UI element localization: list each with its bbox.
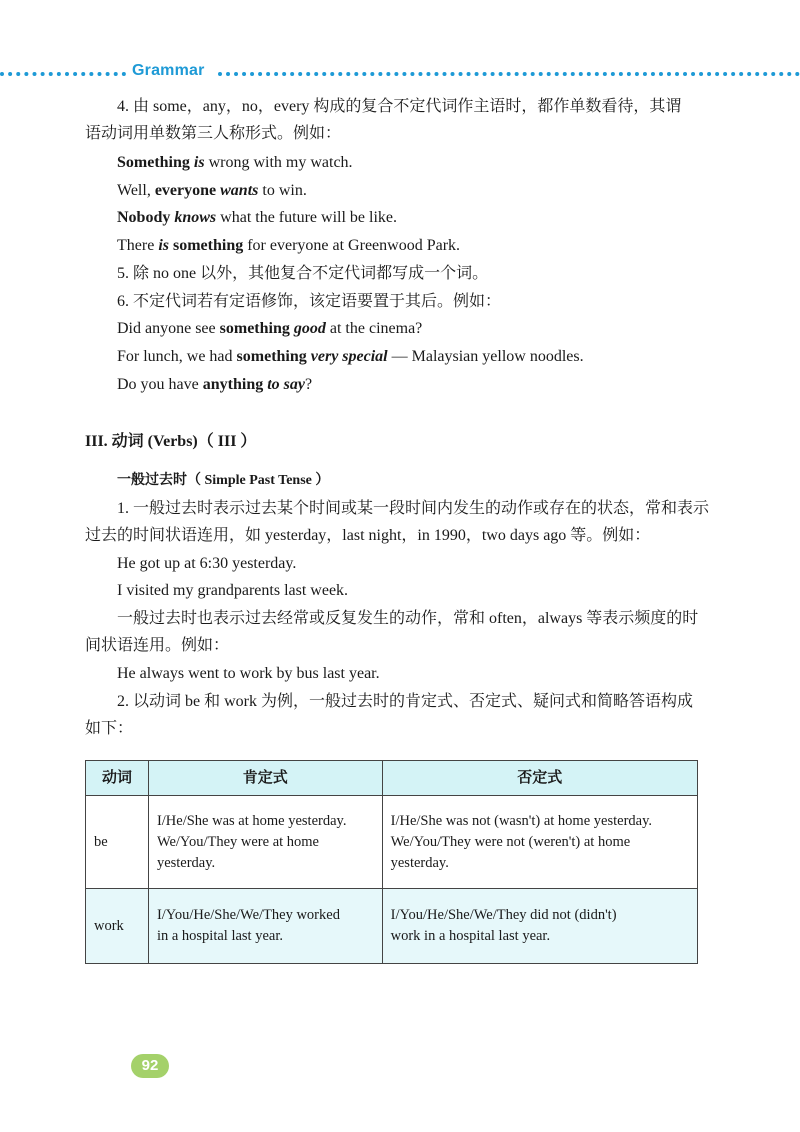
verb-forms-table (85, 760, 698, 964)
example-something-good (117, 319, 422, 339)
running-header (0, 64, 800, 82)
example-subject: everyone (154, 182, 217, 199)
table-row (86, 796, 698, 889)
example-subject: Something (117, 154, 190, 171)
table-header-verb: 动词 (86, 761, 149, 796)
table-cell-negative (382, 796, 697, 889)
example-verb: is (158, 237, 169, 254)
example-rest: ? (305, 376, 313, 393)
example-rest: what the future will be like. (216, 209, 397, 226)
part3-para2-line2: 间状语连用。例如： (85, 637, 230, 654)
section4-line2: 语动词用单数第三人称形式。例如： (85, 125, 342, 142)
example-something (117, 153, 353, 173)
example-rest: wrong with my watch. (204, 154, 353, 171)
table-cell-affirmative (148, 889, 382, 964)
part3-example2: I visited my grandparents last week. (117, 582, 349, 599)
header-title: Grammar (132, 62, 205, 79)
example-modifier: to say (267, 376, 306, 393)
example-verb: is (193, 154, 205, 171)
example-pronoun: something (236, 348, 307, 365)
section6-line1: 6. 不定代词若有定语修饰，该定语要置于其后。例如： (117, 293, 502, 310)
example-everyone (117, 181, 307, 201)
example-pre: For lunch, we had (117, 348, 237, 365)
example-something-special (117, 347, 584, 367)
example-pronoun: anything (202, 376, 264, 393)
section5-line1: 5. 除 no one 以外，其他复合不定代词都写成一个词。 (117, 265, 489, 282)
example-nobody (117, 208, 397, 228)
example-modifier: good (293, 320, 326, 337)
table-header-affirmative: 肯定式 (148, 761, 382, 796)
part3-heading: III. 动词 (Verbs)（ III ） (85, 433, 257, 450)
table-row (86, 889, 698, 964)
example-rest: for everyone at Greenwood Park. (243, 237, 461, 254)
cell-line: I/You/He/She/We/They did not (didn't) (390, 907, 617, 923)
part3-para2-line1: 一般过去时也表示过去经常或反复发生的动作，常和 often，always 等表示频度的时 (117, 610, 699, 627)
table-cell-verb: work (86, 889, 149, 964)
table-cell-verb: be (86, 796, 149, 889)
cell-line: We/You/They were not (weren't) at home (390, 833, 631, 850)
cell-line: We/You/They were at home (156, 833, 319, 850)
table-header-row (86, 761, 698, 796)
example-pre: There (117, 237, 159, 254)
example-verb: wants (220, 182, 259, 199)
section4-line1: 4. 由 some，any，no，every 构成的复合不定代词作主语时，都作单数看待，其谓 (117, 98, 682, 115)
cell-line: yesterday. (156, 854, 216, 871)
part3-example3: He always went to work by bus last year. (117, 665, 380, 682)
cell-line: I/You/He/She/We/They worked (156, 907, 340, 923)
part3-para3-line1: 2. 以动词 be 和 work 为例，一般过去时的肯定式、否定式、疑问式和简略答语构成 (117, 693, 693, 710)
example-pre: Well, (117, 182, 155, 199)
example-subject: something (172, 237, 244, 254)
table-header-negative: 否定式 (382, 761, 697, 796)
example-pre: Do you have (117, 376, 203, 393)
example-rest: to win. (258, 182, 307, 199)
page-number-badge: 92 (131, 1054, 169, 1078)
cell-line: in a hospital last year. (156, 928, 283, 944)
example-subject: Nobody (117, 209, 171, 226)
header-dotted-rule-right (218, 72, 800, 76)
cell-line: I/He/She was not (wasn't) at home yesterday. (390, 812, 653, 829)
cell-line: yesterday. (390, 854, 449, 871)
example-verb: knows (174, 209, 217, 226)
example-pre: Did anyone see (117, 320, 220, 337)
part3-example1: He got up at 6:30 yesterday. (117, 555, 297, 572)
part3-para1-line2: 过去的时间状语连用，如 yesterday，last night，in 1990，two days ago 等。例如： (85, 527, 651, 544)
example-pronoun: something (219, 320, 290, 337)
example-anything-to-say (117, 375, 312, 395)
table-cell-negative (382, 889, 697, 964)
example-rest: — Malaysian yellow noodles. (387, 348, 584, 365)
part3-subheading: 一般过去时（ Simple Past Tense ） (117, 473, 330, 488)
cell-line: I/He/She was at home yesterday. (156, 812, 347, 829)
table-cell-affirmative (148, 796, 382, 889)
part3-para3-line2: 如下： (85, 720, 134, 737)
example-modifier: very special (310, 348, 388, 365)
example-rest: at the cinema? (325, 320, 423, 337)
part3-para1-line1: 1. 一般过去时表示过去某个时间或某一段时间内发生的动作或存在的状态，常和表示 (117, 500, 710, 517)
header-dotted-rule-left (0, 72, 126, 76)
example-there-is (117, 236, 460, 256)
cell-line: work in a hospital last year. (390, 928, 551, 944)
